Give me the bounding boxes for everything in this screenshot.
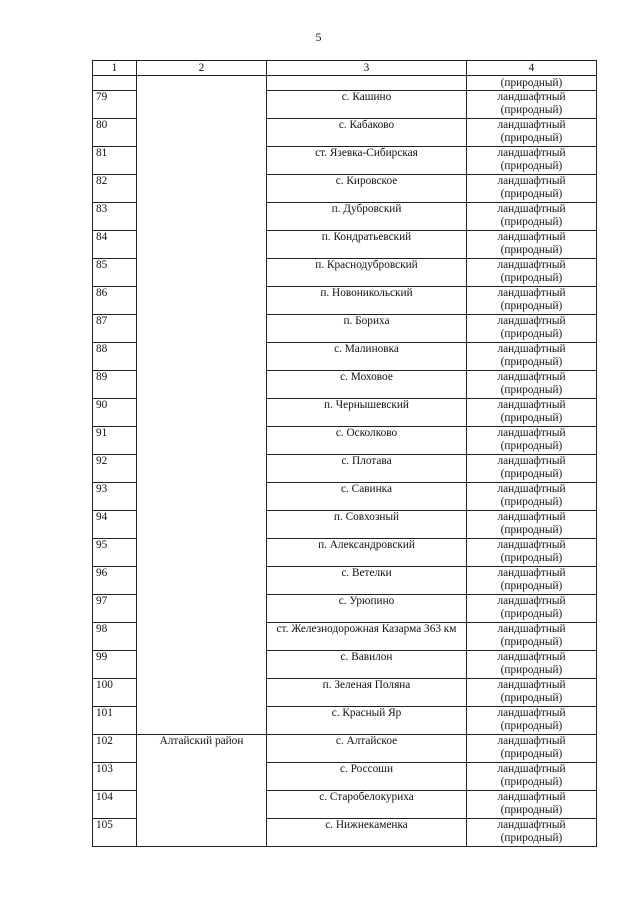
settlement-type: ландшафтный (природный) <box>467 91 597 119</box>
settlement-type: ландшафтный (природный) <box>467 427 597 455</box>
settlement-type: ландшафтный (природный) <box>467 595 597 623</box>
row-number: 101 <box>93 707 137 735</box>
settlement-name: п. Новоникольский <box>267 287 467 315</box>
settlement-name: п. Чернышевский <box>267 399 467 427</box>
settlement-type: ландшафтный (природный) <box>467 231 597 259</box>
row-number: 91 <box>93 427 137 455</box>
settlement-type: ландшафтный (природный) <box>467 623 597 651</box>
row-number: 86 <box>93 287 137 315</box>
row-number: 103 <box>93 763 137 791</box>
settlement-name: с. Ветелки <box>267 567 467 595</box>
type-cell: (природный) <box>467 76 597 91</box>
settlement-name: п. Кондратьевский <box>267 231 467 259</box>
row-number: 82 <box>93 175 137 203</box>
settlement-type: ландшафтный (природный) <box>467 175 597 203</box>
settlement-type: ландшафтный (природный) <box>467 399 597 427</box>
settlement-type: ландшафтный (природный) <box>467 679 597 707</box>
settlements-table <box>92 60 597 847</box>
settlement-type: ландшафтный (природный) <box>467 287 597 315</box>
row-number: 85 <box>93 259 137 287</box>
row-number: 84 <box>93 231 137 259</box>
settlement-name: с. Моховое <box>267 371 467 399</box>
settlement-type: ландшафтный (природный) <box>467 259 597 287</box>
row-number: 97 <box>93 595 137 623</box>
row-number: 80 <box>93 119 137 147</box>
row-number: 90 <box>93 399 137 427</box>
settlement-type: ландшафтный (природный) <box>467 539 597 567</box>
settlement-name: с. Старобелокуриха <box>267 791 467 819</box>
settlement-type: ландшафтный (природный) <box>467 147 597 175</box>
settlement-name: с. Савинка <box>267 483 467 511</box>
table-header-row <box>93 61 597 76</box>
row-number: 95 <box>93 539 137 567</box>
row-number: 94 <box>93 511 137 539</box>
settlement-type: ландшафтный (природный) <box>467 763 597 791</box>
column-header-4: 4 <box>467 61 597 76</box>
row-number: 83 <box>93 203 137 231</box>
settlement-name: п. Зеленая Поляна <box>267 679 467 707</box>
settlement-name: с. Алтайское <box>267 735 467 763</box>
settlement-type: ландшафтный (природный) <box>467 511 597 539</box>
settlement-name: ст. Железнодорожная Казарма 363 км <box>267 623 467 651</box>
settlement-type: ландшафтный (природный) <box>467 735 597 763</box>
settlement-type: ландшафтный (природный) <box>467 567 597 595</box>
num-cell <box>93 76 137 91</box>
table-row-continuation <box>93 76 597 91</box>
row-number: 99 <box>93 651 137 679</box>
settlement-name: с. Кировское <box>267 175 467 203</box>
settlement-type: ландшафтный (природный) <box>467 707 597 735</box>
settlement-type: ландшафтный (природный) <box>467 483 597 511</box>
row-number: 81 <box>93 147 137 175</box>
table-body <box>93 76 597 847</box>
row-number: 93 <box>93 483 137 511</box>
row-number: 98 <box>93 623 137 651</box>
settlement-name: с. Плотава <box>267 455 467 483</box>
district-cell <box>137 76 267 735</box>
settlement-type: ландшафтный (природный) <box>467 455 597 483</box>
settlement-name: с. Вавилон <box>267 651 467 679</box>
row-number: 92 <box>93 455 137 483</box>
row-number: 88 <box>93 343 137 371</box>
row-number: 102 <box>93 735 137 763</box>
row-number: 100 <box>93 679 137 707</box>
column-header-3: 3 <box>267 61 467 76</box>
settlement-type: ландшафтный (природный) <box>467 819 597 847</box>
settlement-name: с. Осколково <box>267 427 467 455</box>
row-number: 87 <box>93 315 137 343</box>
settlement-name: с. Красный Яр <box>267 707 467 735</box>
settlement-name: с. Нижнекаменка <box>267 819 467 847</box>
settlement-name: п. Краснодубровский <box>267 259 467 287</box>
column-header-2: 2 <box>137 61 267 76</box>
district-name: Алтайский район <box>137 735 267 847</box>
settlement-type: ландшафтный (природный) <box>467 315 597 343</box>
settlement-name: п. Бориха <box>267 315 467 343</box>
table-row <box>93 735 597 763</box>
settlement-type: ландшафтный (природный) <box>467 343 597 371</box>
row-number: 105 <box>93 819 137 847</box>
settlement-type: ландшафтный (природный) <box>467 203 597 231</box>
settlement-type: ландшафтный (природный) <box>467 371 597 399</box>
settlement-name: п. Дубровский <box>267 203 467 231</box>
row-number: 104 <box>93 791 137 819</box>
settlement-type: ландшафтный (природный) <box>467 791 597 819</box>
row-number: 79 <box>93 91 137 119</box>
place-cell <box>267 76 467 91</box>
settlement-name: ст. Язевка-Сибирская <box>267 147 467 175</box>
settlement-name: п. Александровский <box>267 539 467 567</box>
settlement-name: с. Кашино <box>267 91 467 119</box>
row-number: 89 <box>93 371 137 399</box>
page-number: 5 <box>315 30 322 44</box>
settlement-name: с. Малиновка <box>267 343 467 371</box>
settlement-name: п. Совхозный <box>267 511 467 539</box>
settlement-name: с. Урюпино <box>267 595 467 623</box>
settlement-name: с. Кабаково <box>267 119 467 147</box>
settlement-type: ландшафтный (природный) <box>467 651 597 679</box>
column-header-1: 1 <box>93 61 137 76</box>
row-number: 96 <box>93 567 137 595</box>
settlement-type: ландшафтный (природный) <box>467 119 597 147</box>
settlement-name: с. Россоши <box>267 763 467 791</box>
